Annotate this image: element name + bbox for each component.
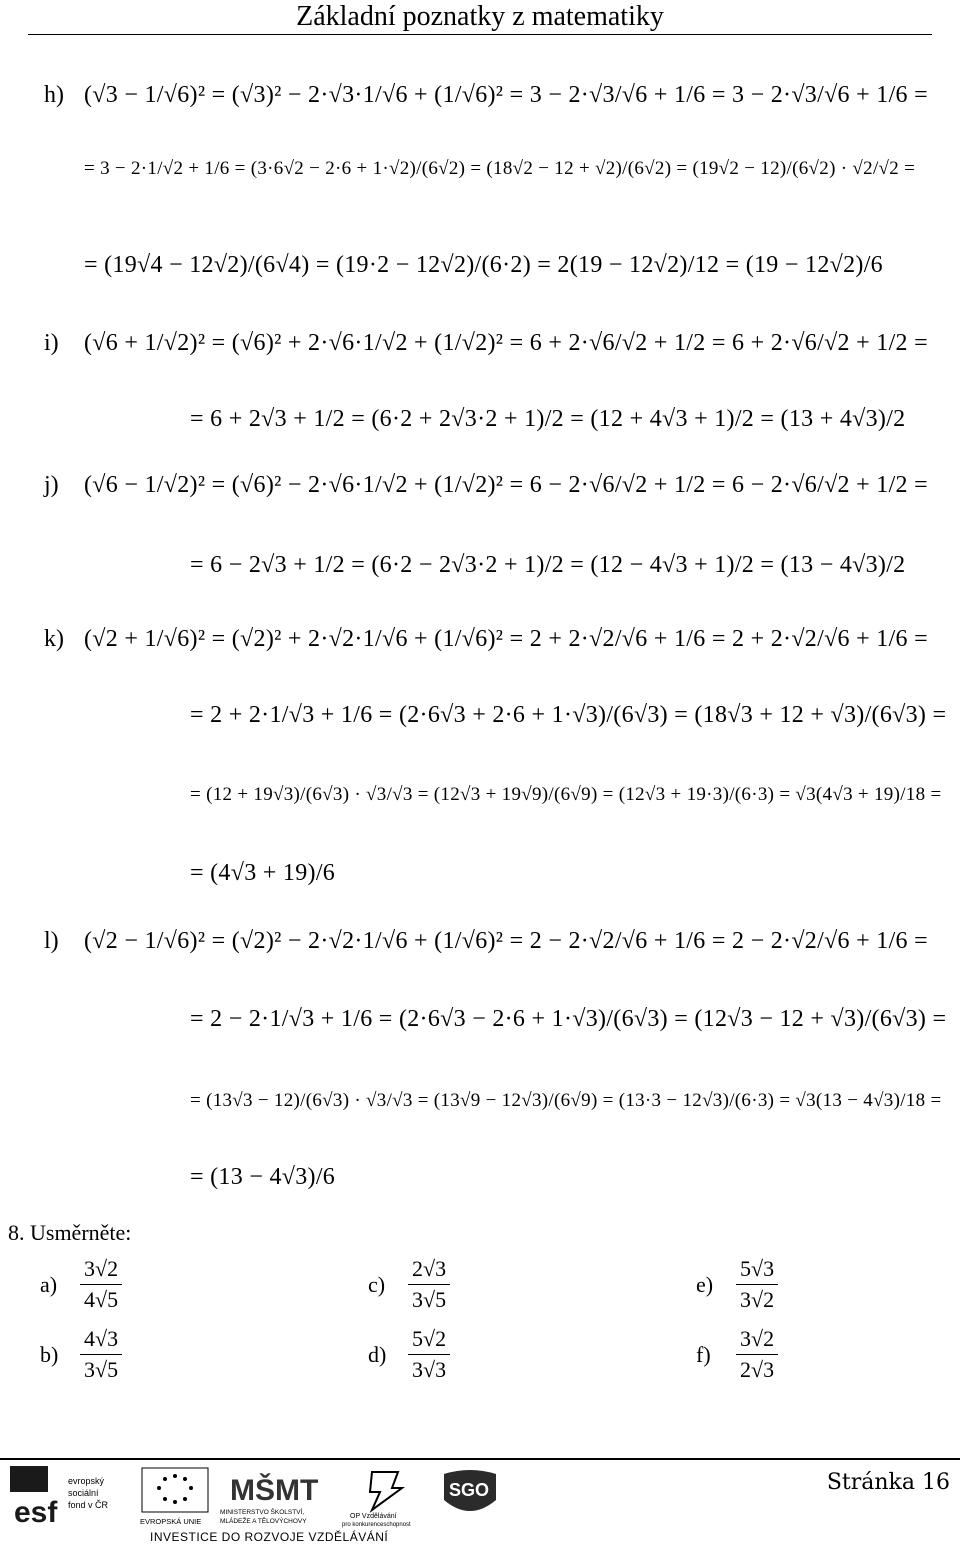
logo-caption: INVESTICE DO ROZVOJE VZDĚLÁVÁNÍ	[150, 1530, 389, 1544]
solution-line	[84, 154, 915, 184]
exercise-label: d)	[368, 1341, 387, 1367]
solution-expression: = (13 − 4√3)/6	[190, 1164, 336, 1190]
exercise-item	[40, 1256, 122, 1313]
solution-line	[190, 550, 905, 580]
exercise-item	[696, 1326, 778, 1383]
svg-text:MLÁDEŽE A TĚLOVÝCHOVY: MLÁDEŽE A TĚLOVÝCHOVY	[220, 1518, 307, 1525]
solution-expression: = 6 + 2√3 + 1/2 = (6·2 + 2√3·2 + 1)/2 = (12 + 4√3 + 1)/2 = (13 + 4√3)/2	[190, 406, 906, 432]
solution-line	[44, 328, 928, 358]
header-divider	[28, 34, 932, 35]
exercise-item	[368, 1326, 450, 1383]
op-vk-logo	[342, 1466, 430, 1528]
fraction-denominator: 4√5	[84, 1287, 119, 1312]
solution-line	[190, 858, 335, 888]
solution-expression: (√6 − 1/√2)² = (√6)² − 2·√6·1/√2 + (1/√2)² = 6 − 2·√6/√2 + 1/2 = 6 − 2·√6/√2 + 1/2 =	[84, 472, 928, 498]
svg-text:esf: esf	[14, 1496, 58, 1528]
fraction-denominator: 3√3	[412, 1357, 447, 1382]
solution-expression: = 6 − 2√3 + 1/2 = (6·2 − 2√3·2 + 1)/2 = (12 − 4√3 + 1)/2 = (13 − 4√3)/2	[190, 552, 906, 578]
exercise-label: c)	[368, 1271, 386, 1297]
solution-line	[190, 1086, 941, 1116]
fraction-numerator: 3√2	[80, 1256, 122, 1285]
page-title: Základní poznatky z matematiky	[296, 1, 664, 32]
esf-caption: evropský	[68, 1476, 105, 1486]
svg-text:SGO: SGO	[449, 1480, 490, 1500]
exercise-label: b)	[40, 1341, 59, 1367]
fraction-denominator: 3√2	[740, 1287, 775, 1312]
fraction-numerator: 4√3	[80, 1326, 122, 1355]
exercise-fraction	[736, 1256, 778, 1313]
exercise-item	[696, 1256, 778, 1313]
exercise-label: f)	[696, 1341, 711, 1367]
exercise-heading: 8. Usměrněte:	[8, 1220, 132, 1245]
msmt-logo	[220, 1466, 332, 1528]
solution-label: i)	[44, 330, 59, 356]
solution-line	[190, 700, 946, 730]
footer-divider	[0, 1458, 960, 1460]
exercise-fraction	[736, 1326, 778, 1383]
esf-logo	[10, 1466, 130, 1528]
sgo-logo	[440, 1466, 500, 1528]
svg-text:OP Vzdělávání: OP Vzdělávání	[350, 1513, 397, 1520]
solution-line	[190, 1004, 946, 1034]
exercise-label: e)	[696, 1271, 714, 1297]
solution-line	[190, 1162, 335, 1192]
solution-line	[44, 470, 928, 500]
solution-expression: = (13√3 − 12)/(6√3) · √3/√3 = (13√9 − 12√3)/(6√9) = (13·3 − 12√3)/(6·3) = √3(13 − 4√3)/18 =	[190, 1090, 942, 1111]
solution-expression: = 2 + 2·1/√3 + 1/6 = (2·6√3 + 2·6 + 1·√3)/(6√3) = (18√3 + 12 + √3)/(6√3) =	[190, 702, 947, 728]
fraction-numerator: 3√2	[736, 1326, 778, 1355]
solution-line	[44, 624, 928, 654]
solution-line	[190, 780, 941, 810]
solution-expression: (√2 − 1/√6)² = (√2)² − 2·√2·1/√6 + (1/√6)² = 2 − 2·√2/√6 + 1/6 = 2 − 2·√2/√6 + 1/6 =	[84, 928, 928, 954]
svg-text:sociální: sociální	[68, 1488, 99, 1498]
exercise-item	[368, 1256, 450, 1313]
solution-expression: = 3 − 2·1/√2 + 1/6 = (3·6√2 − 2·6 + 1·√2)/(6√2) = (18√2 − 12 + √2)/(6√2) = (19√2 − 12)/(6√2) · √2/√2 =	[84, 158, 916, 179]
exercise-fraction	[80, 1326, 122, 1383]
svg-text:MŠMT: MŠMT	[230, 1474, 319, 1507]
solution-line	[44, 926, 928, 956]
exercise-fraction	[408, 1326, 450, 1383]
solution-expression: = (19√4 − 12√2)/(6√4) = (19·2 − 12√2)/(6·2) = 2(19 − 12√2)/12 = (19 − 12√2)/6	[84, 252, 883, 278]
solution-expression: (√3 − 1/√6)² = (√3)² − 2·√3·1/√6 + (1/√6)² = 3 − 2·√3/√6 + 1/6 = 3 − 2·√3/√6 + 1/6 =	[84, 82, 928, 108]
solution-label: l)	[44, 928, 59, 954]
exercise-fraction	[80, 1256, 122, 1313]
exercise-label: a)	[40, 1271, 58, 1297]
svg-text:fond v ČR: fond v ČR	[68, 1500, 109, 1510]
fraction-denominator: 3√5	[412, 1287, 447, 1312]
page-number: Stránka 16	[826, 1470, 950, 1495]
svg-text:MINISTERSTVO ŠKOLSTVÍ,: MINISTERSTVO ŠKOLSTVÍ,	[220, 1509, 305, 1516]
solution-expression: = (12 + 19√3)/(6√3) · √3/√3 = (12√3 + 19√9)/(6√9) = (12√3 + 19·3)/(6·3) = √3(4√3 + 19)/18 =	[190, 784, 942, 805]
solution-label: k)	[44, 626, 64, 652]
svg-text:EVROPSKÁ UNIE: EVROPSKÁ UNIE	[140, 1517, 202, 1526]
exercise-fraction	[408, 1256, 450, 1313]
solution-line	[84, 250, 883, 280]
fraction-denominator: 2√3	[740, 1357, 775, 1382]
fraction-denominator: 3√5	[84, 1357, 119, 1382]
solution-expression: (√2 + 1/√6)² = (√2)² + 2·√2·1/√6 + (1/√6)² = 2 + 2·√2/√6 + 1/6 = 2 + 2·√2/√6 + 1/6 =	[84, 626, 928, 652]
solution-label: h)	[44, 82, 64, 108]
eu-flag-logo	[140, 1466, 210, 1528]
fraction-numerator: 2√3	[408, 1256, 450, 1285]
fraction-numerator: 5√2	[408, 1326, 450, 1355]
solution-line	[44, 80, 928, 110]
svg-text:pro konkurenceschopnost: pro konkurenceschopnost	[342, 1522, 411, 1528]
solution-expression: = (4√3 + 19)/6	[190, 860, 336, 886]
solution-line	[190, 404, 905, 434]
exercise-item	[40, 1326, 122, 1383]
solution-expression: (√6 + 1/√2)² = (√6)² + 2·√6·1/√2 + (1/√2)² = 6 + 2·√6/√2 + 1/2 = 6 + 2·√6/√2 + 1/2 =	[84, 330, 928, 356]
solution-expression: = 2 − 2·1/√3 + 1/6 = (2·6√3 − 2·6 + 1·√3)/(6√3) = (12√3 − 12 + √3)/(6√3) =	[190, 1006, 947, 1032]
solution-label: j)	[44, 472, 59, 498]
fraction-numerator: 5√3	[736, 1256, 778, 1285]
